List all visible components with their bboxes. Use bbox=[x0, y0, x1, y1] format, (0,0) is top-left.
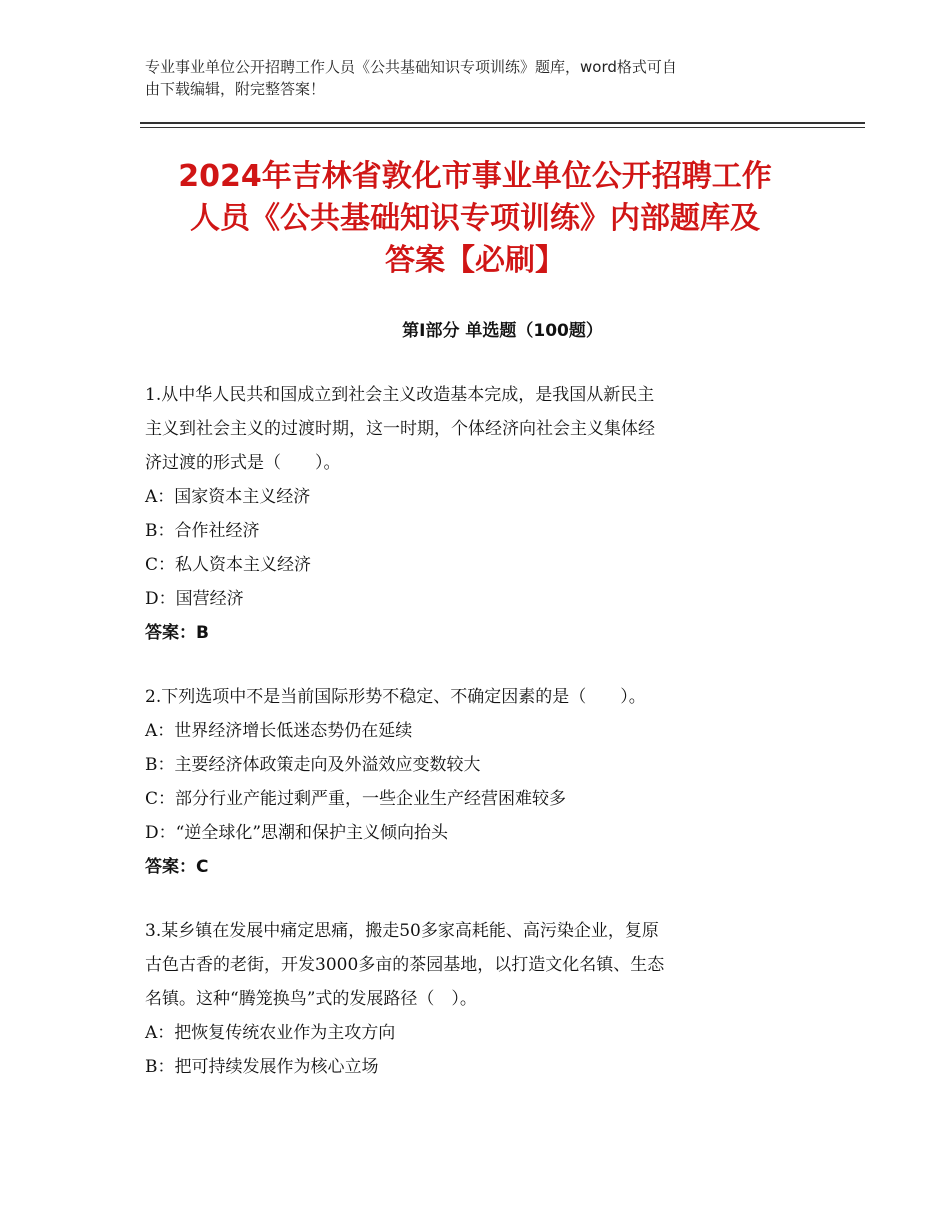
option-a: A：国家资本主义经济 bbox=[145, 487, 311, 507]
option-c: C：私人资本主义经济 bbox=[145, 555, 312, 575]
header-divider-thick bbox=[140, 122, 865, 124]
header-note-line: 由下载编辑，附完整答案！ bbox=[145, 80, 326, 98]
question-stem-line: 济过渡的形式是（ ）。 bbox=[145, 453, 341, 473]
header-note bbox=[145, 56, 805, 100]
question-stem-line: 1.从中华人民共和国成立到社会主义改造基本完成，是我国从新民主 bbox=[145, 385, 655, 405]
option-b: B：主要经济体政策走向及外溢效应变数较大 bbox=[145, 755, 481, 775]
question-stem-line: 2.下列选项中不是当前国际形势不稳定、不确定因素的是（ ）。 bbox=[145, 687, 646, 707]
section-heading: 第Ⅰ部分 单选题（100题） bbox=[402, 321, 603, 341]
title-line: 答案【必刷】 bbox=[385, 243, 565, 278]
option-a: A：把恢复传统农业作为主攻方向 bbox=[145, 1023, 396, 1043]
question-stem-line: 名镇。这种“腾笼换鸟”式的发展路径（ ）。 bbox=[145, 989, 477, 1009]
answer: 答案：C bbox=[145, 857, 209, 877]
question-stem-line: 3.某乡镇在发展中痛定思痛，搬走50多家高耗能、高污染企业，复原 bbox=[145, 921, 659, 941]
question-stem-line: 古色古香的老街，开发3000多亩的茶园基地，以打造文化名镇、生态 bbox=[145, 955, 665, 975]
option-d: D：国营经济 bbox=[145, 589, 244, 609]
option-d: D：“逆全球化”思潮和保护主义倾向抬头 bbox=[145, 823, 449, 843]
option-b: B：合作社经济 bbox=[145, 521, 260, 541]
option-b: B：把可持续发展作为核心立场 bbox=[145, 1057, 379, 1077]
title-line: 人员《公共基础知识专项训练》内部题库及 bbox=[190, 201, 760, 236]
document-title bbox=[130, 156, 820, 282]
answer: 答案：B bbox=[145, 623, 209, 643]
title-line: 2024年吉林省敦化市事业单位公开招聘工作 bbox=[178, 159, 772, 194]
question-stem-line: 主义到社会主义的过渡时期，这一时期，个体经济向社会主义集体经 bbox=[145, 419, 655, 439]
header-divider-thin bbox=[140, 127, 865, 128]
question-3 bbox=[145, 914, 815, 1084]
question-2 bbox=[145, 680, 815, 884]
question-list bbox=[145, 378, 815, 1114]
header-note-line: 专业事业单位公开招聘工作人员《公共基础知识专项训练》题库，word格式可自 bbox=[145, 58, 677, 76]
option-a: A：世界经济增长低迷态势仍在延续 bbox=[145, 721, 413, 741]
question-1 bbox=[145, 378, 815, 650]
option-c: C：部分行业产能过剩严重，一些企业生产经营困难较多 bbox=[145, 789, 567, 809]
